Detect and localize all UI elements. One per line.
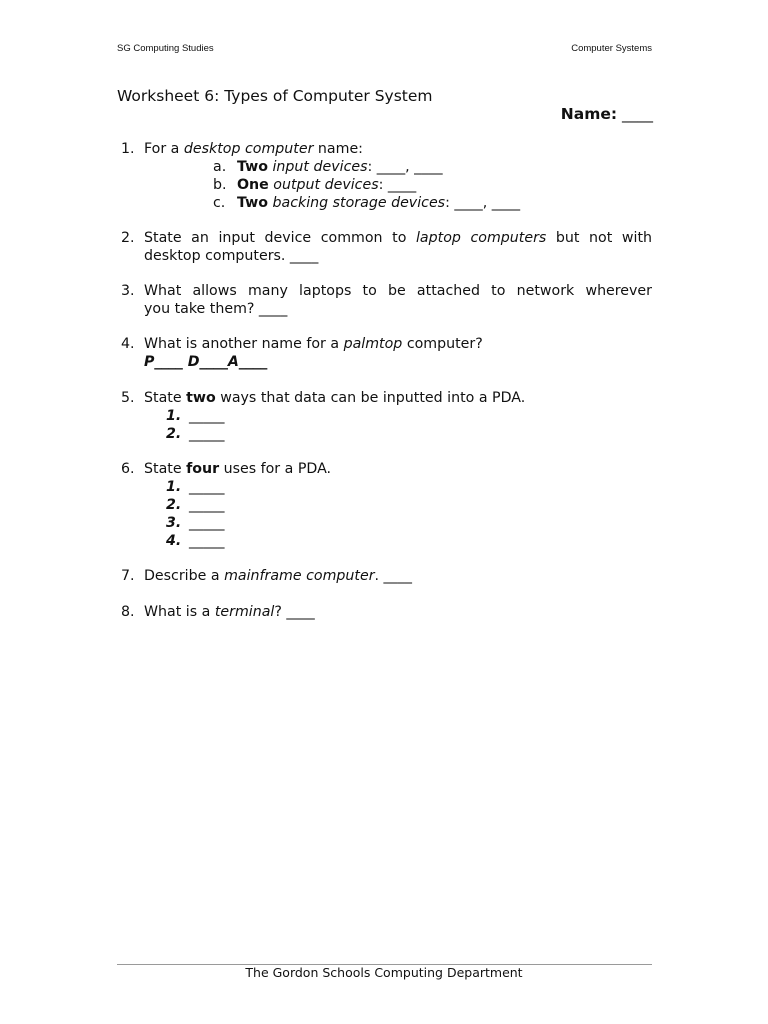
q7-number: 7.	[121, 568, 135, 584]
q5-text: State two ways that data can be inputted into a PDA.	[144, 390, 526, 406]
q4-number: 4.	[121, 336, 135, 352]
q6-item-label: 4.	[166, 533, 182, 549]
q6-item-blank: _____	[189, 515, 225, 531]
q2-text-line2: desktop computers. ____	[144, 248, 319, 264]
q2-number: 2.	[121, 230, 135, 246]
q1a-label: a.	[213, 159, 227, 175]
q6-item-blank: _____	[189, 533, 225, 549]
q2-text-line1: State an input device common to laptop computers but not with	[144, 230, 652, 246]
q1c-text: Two backing storage devices: ____, ____	[237, 195, 521, 211]
name-field	[561, 105, 653, 123]
page-footer: The Gordon Schools Computing Department	[245, 965, 523, 980]
q8-text: What is a terminal? ____	[144, 604, 315, 620]
page-title: Worksheet 6: Types of Computer System	[117, 87, 433, 105]
q5-item-blank: _____	[189, 408, 225, 424]
header-left: SG Computing Studies	[117, 43, 214, 54]
q6-number: 6.	[121, 461, 135, 477]
q1-text: For a desktop computer name:	[144, 141, 363, 157]
q1b-text: One output devices: ____	[237, 177, 417, 193]
q6-item-blank: _____	[189, 479, 225, 495]
q5-item-label: 2.	[166, 426, 182, 442]
q5-item-blank: _____	[189, 426, 225, 442]
name-blank: ____	[617, 105, 653, 123]
q1b-label: b.	[213, 177, 227, 193]
q5-number: 5.	[121, 390, 135, 406]
header-right: Computer Systems	[571, 43, 652, 54]
q6-item-label: 2.	[166, 497, 182, 513]
q4-answer-hint: P____ D____A____	[144, 354, 268, 370]
q6-item-blank: _____	[189, 497, 225, 513]
q3-number: 3.	[121, 283, 135, 299]
q6-item-label: 1.	[166, 479, 182, 495]
q3-text-line1: What allows many laptops to be attached to network wherever	[144, 283, 652, 299]
q6-item-label: 3.	[166, 515, 182, 531]
q6-text: State four uses for a PDA.	[144, 461, 332, 477]
q3-text-line2: you take them? ____	[144, 301, 288, 317]
q8-number: 8.	[121, 604, 135, 620]
name-label: Name:	[560, 105, 618, 123]
q7-text: Describe a mainframe computer. ____	[144, 568, 412, 584]
q4-text: What is another name for a palmtop computer?	[144, 336, 483, 352]
q1c-label: c.	[213, 195, 226, 211]
q1-number: 1.	[121, 141, 135, 157]
q1a-text: Two input devices: ____, ____	[237, 159, 443, 175]
q5-item-label: 1.	[166, 408, 182, 424]
